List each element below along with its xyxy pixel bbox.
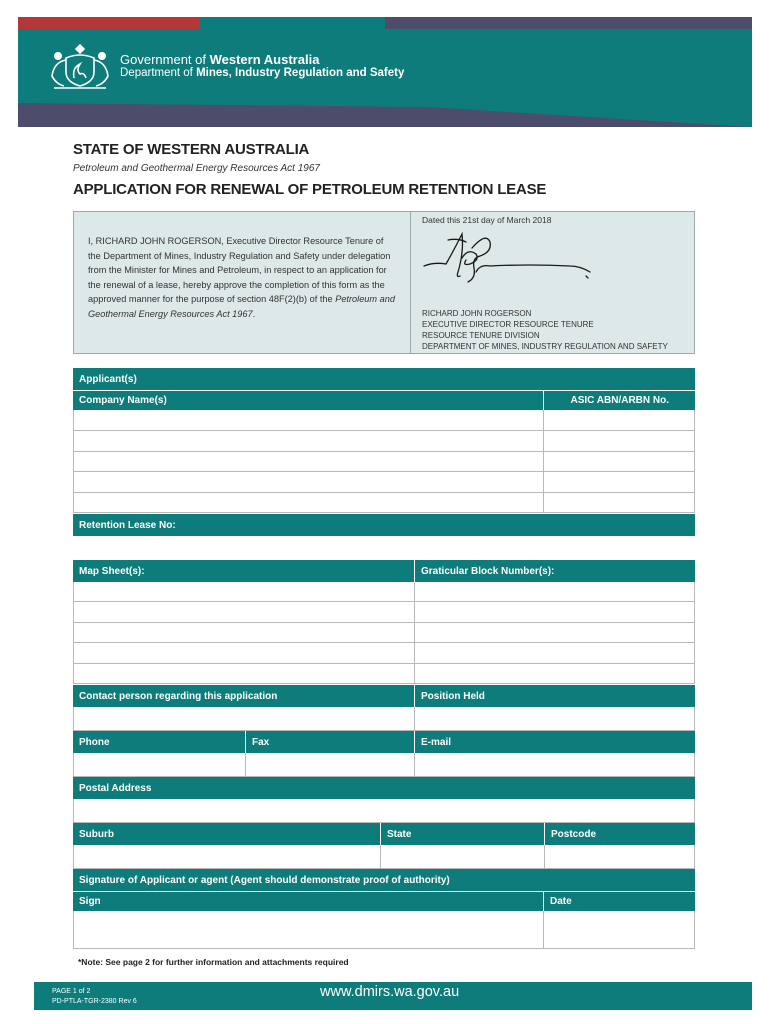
company-row-line <box>73 471 695 472</box>
signatory-division: RESOURCE TENURE DIVISION <box>422 331 540 340</box>
map-row-line <box>73 622 695 623</box>
position-held-heading: Position Held <box>415 685 695 707</box>
footer-page-info <box>52 987 137 1007</box>
sign-heading: Sign <box>73 892 543 911</box>
delegation-divider <box>410 211 411 354</box>
postal-address-heading: Postal Address <box>73 777 695 799</box>
suburb-heading: Suburb <box>73 823 380 845</box>
map-row-line <box>73 601 695 602</box>
form-code: PD-PTLA-TGR-2380 Rev 6 <box>52 998 137 1005</box>
company-row-line <box>73 451 695 452</box>
asic-field-1[interactable] <box>544 411 694 429</box>
company-row-line <box>73 430 695 431</box>
map-table-divider <box>414 582 415 684</box>
handwritten-signature <box>418 228 598 288</box>
page-number: PAGE 1 of 2 <box>52 988 91 995</box>
map-sheets-table <box>73 582 695 684</box>
date-heading: Date <box>544 892 695 911</box>
suburb-state-divider <box>380 845 381 869</box>
state-title: STATE OF WESTERN AUSTRALIA <box>73 141 310 158</box>
map-row-line <box>73 663 695 664</box>
delegation-statement: I, RICHARD JOHN ROGERSON, Executive Director Resource Tenure of the Department of Mines, Industry Regulation and Safety under delegation from the Minister for Mines and Petroleum, in respect to an application for the renewal of a lease, hereby approve the completion of this form as the approved manner for the purpose of section 48F(2)(b) of the Petroleum and Geothermal Energy Resources Act 1967. <box>88 236 395 319</box>
retention-lease-field[interactable] <box>190 514 695 536</box>
postcode-heading: Postcode <box>545 823 695 845</box>
state-postcode-divider <box>544 845 545 869</box>
signatory-department: DEPARTMENT OF MINES, INDUSTRY REGULATION AND SAFETY <box>422 342 668 351</box>
attachments-note: *Note: See page 2 for further information and attachments required <box>78 957 349 967</box>
act-name: Petroleum and Geothermal Energy Resources Act 1967 <box>73 163 320 174</box>
contact-person-heading: Contact person regarding this application <box>73 685 414 707</box>
retention-lease-heading: Retention Lease No: <box>73 514 695 536</box>
state-heading: State <box>381 823 544 845</box>
map-sheets-heading: Map Sheet(s): <box>73 560 414 582</box>
sign-date-divider <box>543 911 544 949</box>
phone-heading: Phone <box>73 731 245 753</box>
dated-line: Dated this 21st day of March 2018 <box>422 215 552 225</box>
applicants-heading: Applicant(s) <box>73 368 695 390</box>
email-heading: E-mail <box>415 731 695 753</box>
sign-field[interactable] <box>73 911 695 949</box>
phone-field[interactable] <box>73 753 695 777</box>
signatory-name: RICHARD JOHN ROGERSON <box>422 309 532 318</box>
phone-fax-divider <box>245 753 246 777</box>
header-stripe-teal <box>200 17 385 29</box>
company-name-field-1[interactable] <box>74 411 542 429</box>
department-name: Department of Mines, Industry Regulation and Safety <box>120 67 405 79</box>
application-title: APPLICATION FOR RENEWAL OF PETROLEUM RETENTION LEASE <box>73 181 547 198</box>
signatory-title: EXECUTIVE DIRECTOR RESOURCE TENURE <box>422 320 594 329</box>
asic-heading: ASIC ABN/ARBN No. <box>544 391 695 410</box>
header-stripe-slate <box>385 17 752 29</box>
fax-heading: Fax <box>246 731 414 753</box>
suburb-field[interactable] <box>73 845 695 869</box>
signature-heading: Signature of Applicant or agent (Agent should demonstrate proof of authority) <box>73 869 695 891</box>
header-stripe-red <box>18 17 200 29</box>
website-link[interactable]: www.dmirs.wa.gov.au <box>320 984 460 1000</box>
contact-divider <box>414 707 415 731</box>
government-name: Government of Western Australia <box>120 52 320 67</box>
contact-person-field[interactable] <box>73 707 695 731</box>
postal-address-field[interactable] <box>73 799 695 823</box>
company-names-heading: Company Name(s) <box>73 391 543 410</box>
wa-coat-of-arms-icon <box>44 42 116 94</box>
signatory-details <box>422 308 668 352</box>
company-row-line <box>73 492 695 493</box>
map-row-line <box>73 642 695 643</box>
fax-email-divider <box>414 753 415 777</box>
graticular-heading: Graticular Block Number(s): <box>415 560 695 582</box>
